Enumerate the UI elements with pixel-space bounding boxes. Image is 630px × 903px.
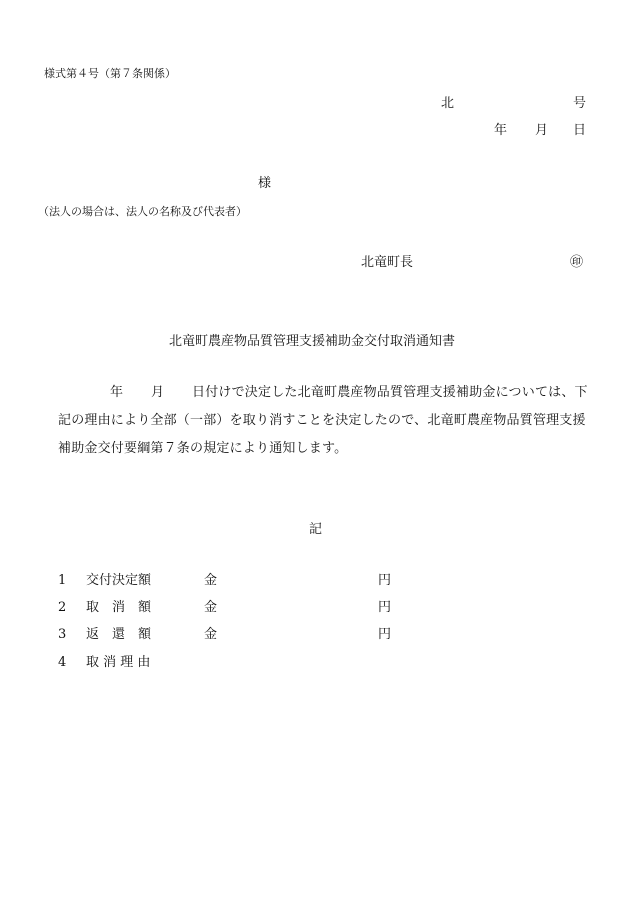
item-label: 返 還 額 <box>86 627 152 642</box>
body-month-label: 月 <box>151 385 165 400</box>
item-row <box>58 574 418 590</box>
item-unit: 円 <box>378 600 392 615</box>
document-title: 北竜町農産物品質管理支援補助金交付取消通知書 <box>169 334 456 349</box>
addressee-note: （法人の場合は、法人の名称及び代表者） <box>38 205 247 218</box>
item-number: 4 <box>58 655 67 670</box>
item-label: 交付決定額 <box>86 573 152 588</box>
body-year-label: 年 <box>110 385 124 400</box>
item-label: 取 消 理 由 <box>86 655 151 670</box>
reference-prefix: 北 <box>441 96 455 111</box>
item-number: 3 <box>58 627 67 642</box>
body-line-3: 補助金交付要綱第７条の規定により通知します。 <box>58 441 348 456</box>
seal-mark: ㊞ <box>570 255 584 270</box>
item-number: 1 <box>58 573 67 588</box>
item-row <box>58 656 418 672</box>
item-currency: 金 <box>204 600 218 615</box>
date-day-label: 日 <box>573 123 587 138</box>
form-number: 様式第４号（第７条関係） <box>44 67 176 80</box>
issuer-name: 北竜町長 <box>361 255 414 270</box>
item-row <box>58 601 418 617</box>
item-number: 2 <box>58 600 67 615</box>
item-label: 取 消 額 <box>86 600 152 615</box>
ki-heading: 記 <box>309 522 323 537</box>
reference-suffix: 号 <box>573 96 587 111</box>
item-unit: 円 <box>378 573 392 588</box>
body-line-2: 記の理由により全部（一部）を取り消すことを決定したので、北竜町農産物品質管理支援 <box>58 413 586 428</box>
item-currency: 金 <box>204 573 218 588</box>
item-row <box>58 628 418 644</box>
body-line-1: 日付けで決定した北竜町農産物品質管理支援補助金については、下 <box>192 385 588 400</box>
date-month-label: 月 <box>535 123 549 138</box>
item-unit: 円 <box>378 627 392 642</box>
item-currency: 金 <box>204 627 218 642</box>
addressee-honorific: 様 <box>258 176 272 191</box>
date-year-label: 年 <box>494 123 508 138</box>
